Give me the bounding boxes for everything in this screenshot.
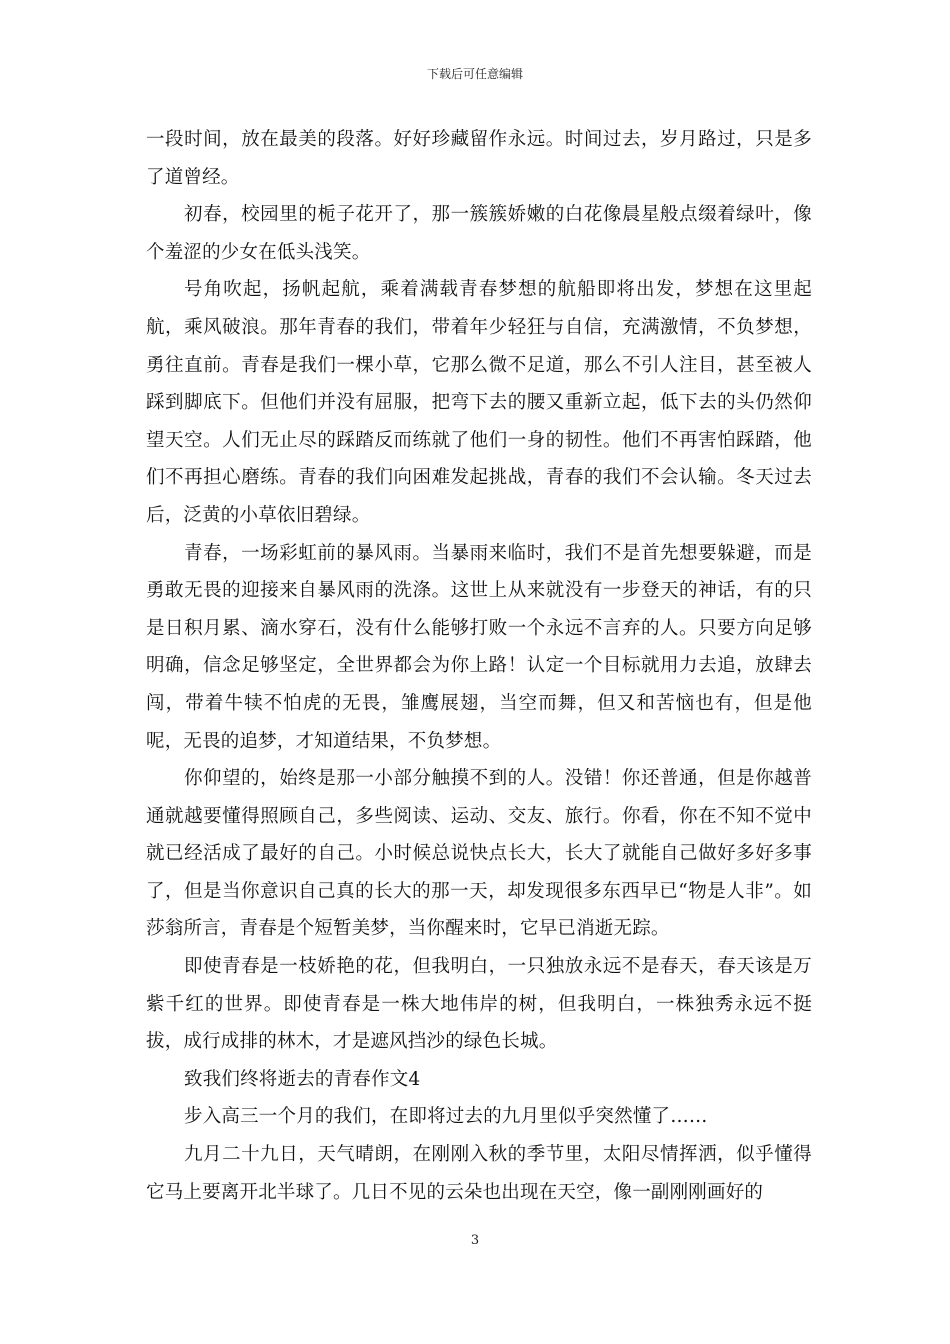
paragraph-7: 步入高三一个月的我们，在即将过去的九月里似乎突然懂了…… <box>184 1106 708 1128</box>
document-body <box>146 121 812 1211</box>
paragraph-4: 青春，一场彩虹前的暴风雨。当暴雨来临时，我们不是首先想要躲避，而是勇敢无畏的迎接来自暴风雨的洗涤。这世上从来就没有一步登天的神话，有的只是日积月累、滴水穿石，没有什么能够打败一个永远不言弃的人。只要方向足够明确，信念足够坚定，全世界都会为你上路！认定一个目标就用力去追，放肆去闯，带着牛犊不怕虎的无畏，雏鹰展翅，当空而舞，但又和苦恼也有，但是他呢，无畏的追梦，才知道结果，不负梦想。 <box>146 542 812 752</box>
paragraph-5: 你仰望的，始终是那一小部分触摸不到的人。没错！你还普通，但是你越普通就越要懂得照顾自己，多些阅读、运动、交友、旅行。你看，你在不知不觉中就已经活成了最好的自己。小时候总说快点长大，长大了就能自己做好多好多事了，但是当你意识自己真的长大的那一天，却发现很多东西早已“物是人非”。如莎翁所言，青春是个短暂美梦，当你醒来时，它早已消逝无踪。 <box>146 768 812 940</box>
section-title: 致我们终将逝去的青春作文4 <box>184 1068 421 1090</box>
paragraph-3: 号角吹起，扬帆起航，乘着满载青春梦想的航船即将出发，梦想在这里起航，乘风破浪。那年青春的我们，带着年少轻狂与自信，充满激情，不负梦想，勇往直前。青春是我们一棵小草，它那么微不足道，那么不引人注目，甚至被人踩到脚底下。但他们并没有屈服，把弯下去的腰又重新立起，低下去的头仍然仰望天空。人们无止尽的踩踏反而练就了他们一身的韧性。他们不再害怕踩踏，他们不再担心磨练。青春的我们向困难发起挑战，青春的我们不会认输。冬天过去后，泛黄的小草依旧碧绿。 <box>146 279 812 526</box>
paragraph-2: 初春，校园里的栀子花开了，那一簇簇娇嫩的白花像晨星般点缀着绿叶，像个羞涩的少女在低头浅笑。 <box>146 204 812 263</box>
paragraph-8: 九月二十九日，天气晴朗，在刚刚入秋的季节里，太阳尽情挥洒，似乎懂得它马上要离开北半球了。几日不见的云朵也出现在天空，像一副刚刚画好的 <box>146 1144 812 1203</box>
page-header: 下载后可任意编辑 <box>426 67 523 81</box>
paragraph-1: 一段时间，放在最美的段落。好好珍藏留作永远。时间过去，岁月路过，只是多了道曾经。 <box>146 129 812 188</box>
paragraph-6: 即使青春是一枝娇艳的花，但我明白，一只独放永远不是春天，春天该是万紫千红的世界。即使青春是一株大地伟岸的树，但我明白，一株独秀永远不挺拔，成行成排的林木，才是遮风挡沙的绿色长城。 <box>146 956 812 1053</box>
page-number: 3 <box>470 1233 480 1248</box>
